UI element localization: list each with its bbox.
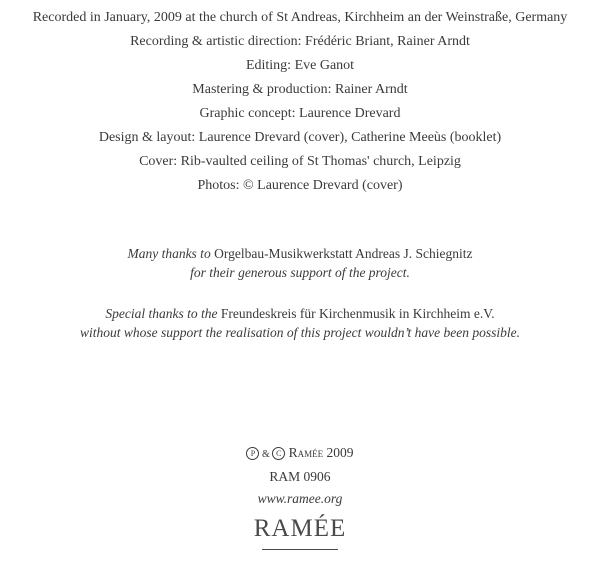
thanks-friends-lead: Special thanks to the — [105, 306, 218, 321]
thanks-friends — [0, 304, 600, 342]
website-link[interactable]: www.ramee.org — [257, 491, 343, 506]
thanks-builder-name: Orgelbau-Musikwerkstatt Andreas J. Schiegnitz — [210, 246, 473, 261]
thanks-builder-lead: Many thanks to — [127, 246, 211, 261]
credit-design-layout: Design & layout: Laurence Drevard (cover), Catherine Meeùs (booklet) — [98, 130, 502, 145]
thanks-friends-line1 — [0, 304, 600, 323]
credit-mastering: Mastering & production: Rainer Arndt — [192, 82, 408, 97]
credit-cover: Cover: Rib-vaulted ceiling of St Thomas' church, Leipzig — [139, 154, 461, 169]
copyright-icon: C — [272, 447, 285, 460]
phonogram-icon: P — [246, 447, 259, 460]
credit-editing: Editing: Eve Ganot — [245, 58, 355, 73]
credit-graphic-concept: Graphic concept: Laurence Drevard — [199, 106, 401, 121]
credits-block — [0, 6, 600, 198]
credit-recorded: Recorded in January, 2009 at the church of St Andreas, Kirchheim an der Weinstraße, Germany — [32, 10, 568, 25]
copyright-amp: & — [259, 449, 273, 460]
copyright-line — [0, 442, 600, 466]
logo-underline — [262, 549, 338, 550]
footer-block — [0, 442, 600, 510]
thanks-builder — [0, 244, 600, 282]
thanks-friends-name: Freundeskreis für Kirchenmusik in Kirchheim e.V. — [217, 306, 495, 321]
thanks-builder-line1 — [0, 244, 600, 263]
thanks-friends-line2: without whose support the realisation of this project wouldn’t have been possible. — [80, 325, 520, 340]
credit-recording-direction: Recording & artistic direction: Frédéric Briant, Rainer Arndt — [130, 34, 470, 49]
catalog-number: RAM 0906 — [269, 469, 331, 484]
ramee-logo: RAMÉE — [253, 515, 347, 542]
credit-photos: Photos: © Laurence Drevard (cover) — [197, 178, 403, 193]
thanks-builder-line2: for their generous support of the project. — [190, 265, 410, 280]
label-name: Ramée — [288, 445, 324, 460]
copyright-year: 2009 — [323, 445, 354, 460]
